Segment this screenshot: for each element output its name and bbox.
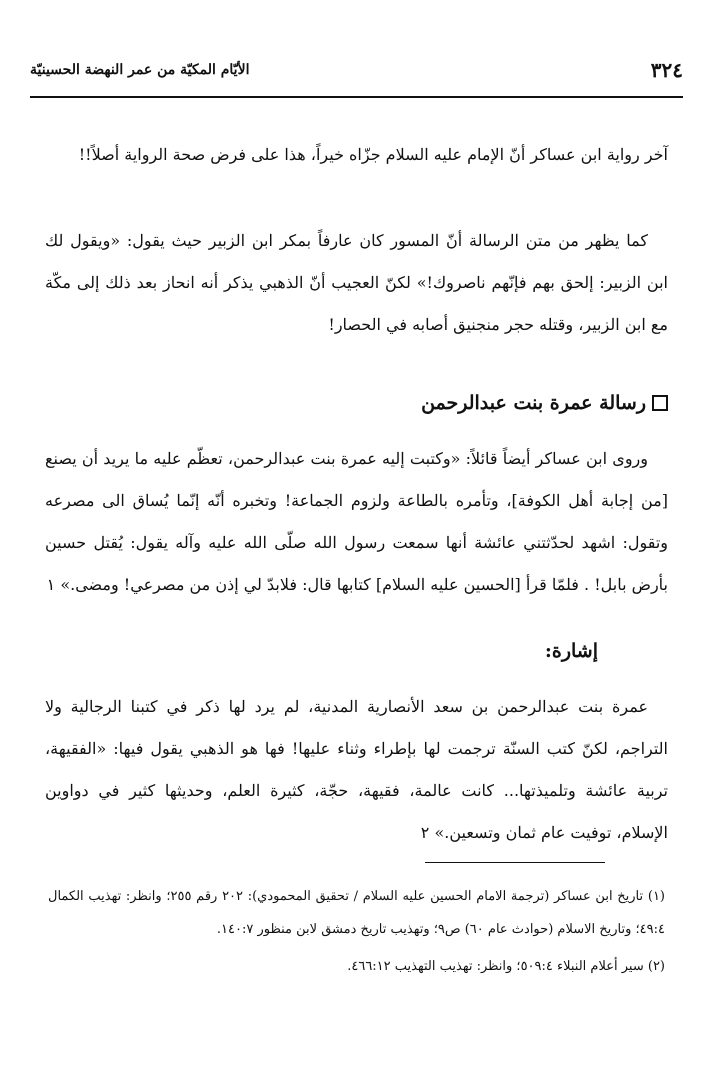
section-heading-text: رسالة عمرة بنت عبدالرحمن — [421, 392, 646, 414]
page-header — [30, 58, 683, 88]
paragraph-3 — [45, 438, 668, 606]
paragraph-1 — [45, 134, 668, 176]
page-number: ٣٢٤ — [650, 58, 683, 82]
paragraph-2 — [45, 220, 668, 346]
footnote-2: (٢) سير أعلام النبلاء ٥٠٩:٤؛ وانظر: تهذيب التهذيب ٤٦٦:١٢. — [347, 959, 665, 974]
square-bullet-icon — [652, 395, 668, 411]
paragraph-text: كما يظهر من متن الرسالة أنّ المسور كان عارفاً بمكر ابن الزبير حيث يقول: «ويقول لك ابن الزبير: إلحق بهم فإنّهم ناصروك!» لكنّ العجيب أنّ الذهبي يذكر أنه انحاز بعد ذلك إلى مكّة مع ابن الزبير، وقتله حجر منجنيق أصابه في الحصار! — [45, 231, 668, 334]
header-divider — [30, 96, 683, 98]
paragraph-text: آخر رواية ابن عساكر أنّ الإمام عليه السلام جزّاه خيراً، هذا على فرض صحة الرواية أصلاً!! — [78, 145, 668, 164]
paragraph-text: وروى ابن عساكر أيضاً قائلاً: «وكتبت إليه عمرة بنت عبدالرحمن، تعظّم عليه ما يريد أن يصنع [من إجابة أهل الكوفة]، وتأمره بالطاعة ولزوم الجماعة! وتخبره أنّه إنّما يُساق الى مصرعه وتقول: اشهد لحدّثتني عائشة أنها سمعت رسول الله صلّى الله عليه وآله يقول: يُقتل حسين بأرض بابل! . فلمّا قرأ [الحسين عليه السلام] كتابها قال: فلابدّ لي إذن من مصرعي! ومضى.» ١ — [45, 449, 668, 594]
footnote-1: (١) تاريخ ابن عساكر (ترجمة الامام الحسين عليه السلام / تحقيق المحمودي): ٢٠٢ رقم ٢٥٥؛ وانظر: تهذيب الكمال ٤٩:٤؛ وتاريخ الاسلام (حوادث عام ٦٠) ص٩؛ وتهذيب تاريخ دمشق لابن منظور ١٤٠:٧. — [48, 889, 665, 937]
running-title: الأيّام المكيّة من عمر النهضة الحسينيّة — [30, 62, 250, 78]
footnotes — [48, 880, 665, 983]
section-heading — [421, 392, 668, 414]
footnote-divider — [425, 862, 605, 863]
paragraph-text: عمرة بنت عبدالرحمن بن سعد الأنصارية المدنية، لم يرد لها ذكر في كتبنا الرجالية ولا التراجم، لكنّ كتب السنّة ترجمت لها بإطراء وثناء عليها! فها هو الذهبي يقول فيها: «الفقيهة، تربية عائشة وتلميذتها... كانت عالمة، فقيهة، حجّة، كثيرة العلم، وحديثها كثير في دواوين الإسلام، توفيت عام ثمان وتسعين.» ٢ — [45, 697, 668, 842]
paragraph-4 — [45, 686, 668, 854]
subheading: إشارة: — [544, 640, 598, 662]
